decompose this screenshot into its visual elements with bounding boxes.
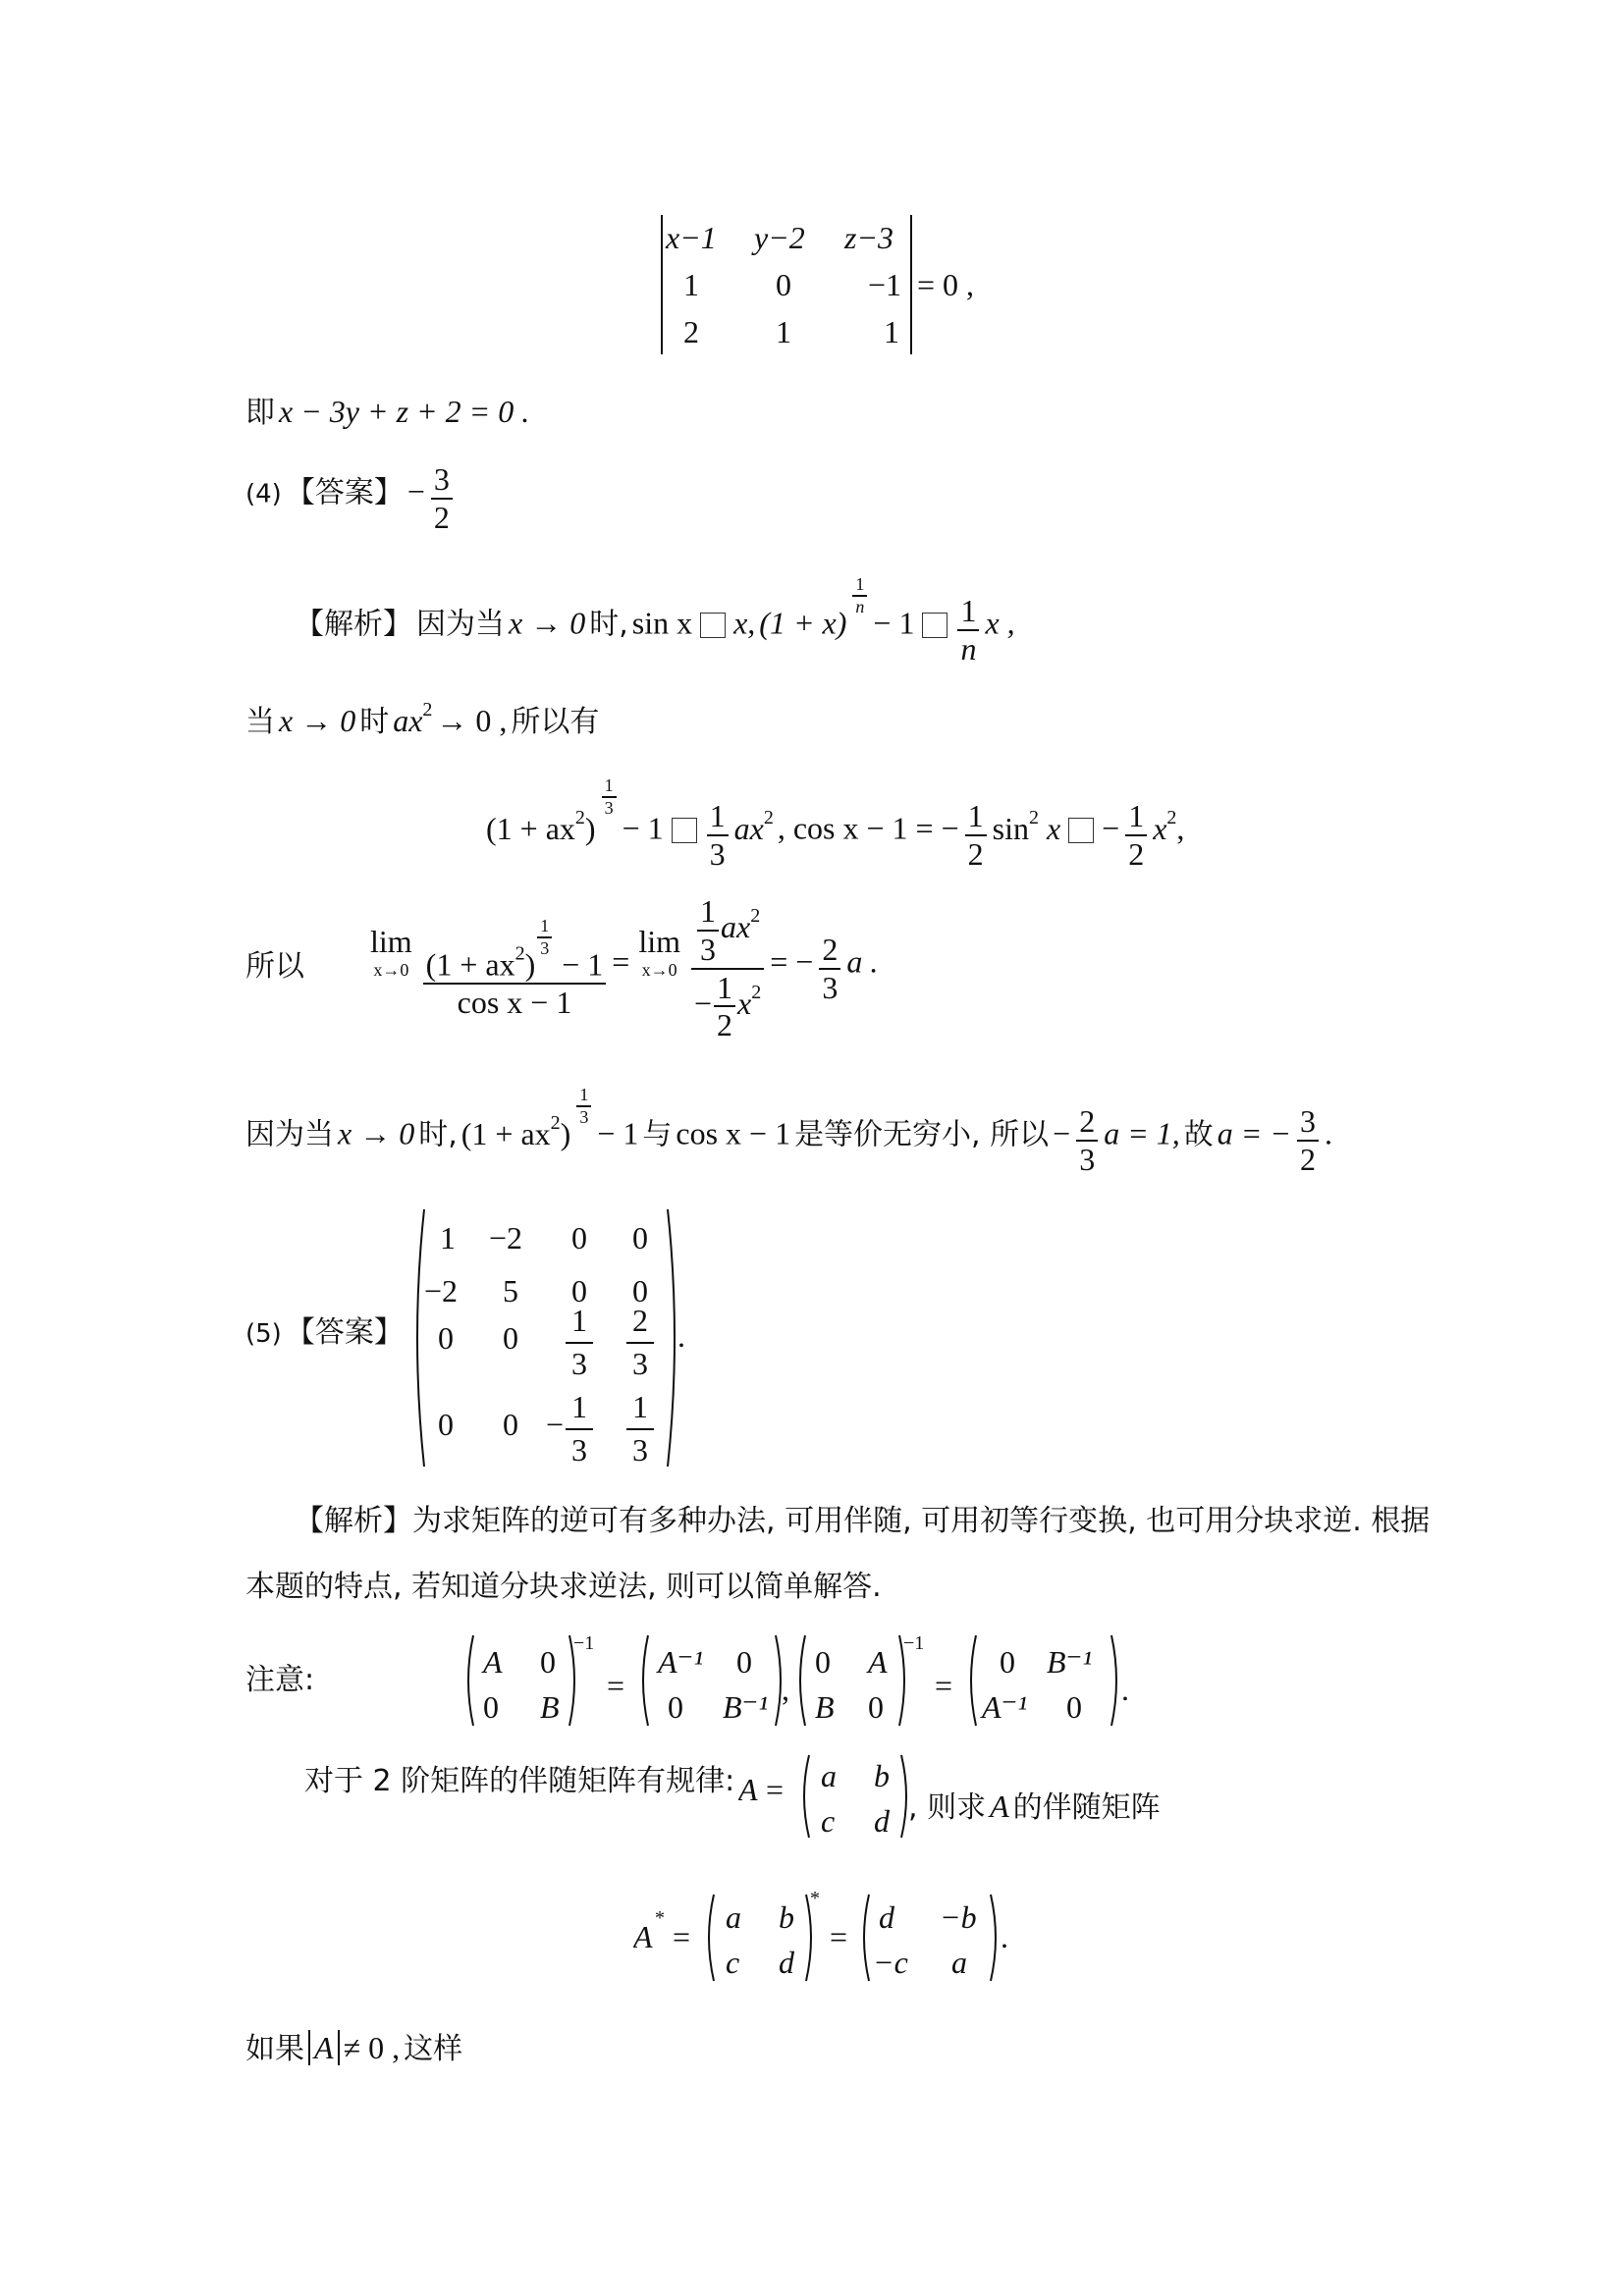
det-r3c1: 2 <box>683 314 699 349</box>
det-r2c2: 0 <box>776 267 791 302</box>
svg-text:0: 0 <box>868 1689 884 1725</box>
line-dang <box>245 700 599 737</box>
yin-frac: $\frac{2}{3}$ <box>1076 1103 1098 1178</box>
svg-text:0: 0 <box>668 1689 683 1725</box>
svg-text:*: * <box>810 1888 820 1909</box>
analysis-5-line2: 本题的特点, 若知道分块求逆法, 则可以简单解答. <box>245 1570 882 1604</box>
svg-text:−1: −1 <box>573 1632 595 1654</box>
yin-t6: 与 <box>642 1117 673 1152</box>
det-r2c1: 1 <box>683 267 699 302</box>
yin-t9: − <box>1053 1115 1071 1151</box>
limit-equation <box>365 893 878 1043</box>
rule-text4: 的伴随矩阵 <box>1012 1790 1161 1825</box>
svg-text:b: b <box>874 1758 890 1793</box>
last-line <box>245 2032 462 2064</box>
analysis-4 <box>295 574 1015 667</box>
eq-exp: $\frac{1}{3}$ <box>602 775 617 818</box>
det-r1c3: z−3 <box>844 220 894 255</box>
yin-t11: 故 <box>1183 1117 1214 1152</box>
analysis-5-text1: 为求矩阵的逆可有多种办法, 可用伴随, 可用初等行变换, 也可用分块求逆. 根据 <box>412 1504 1431 1538</box>
analysis-4-label: 【解析】 <box>295 607 412 642</box>
dang-a: x → 0 <box>279 703 356 738</box>
analysis-4-sin: sin x <box>631 605 693 641</box>
adjugate-formula <box>633 1887 1026 1995</box>
answer-4-fraction: $\frac{3}{2}$ <box>431 461 453 536</box>
analysis-5-line1 <box>295 1504 1431 1538</box>
m5-r1c1: 1 <box>440 1220 456 1255</box>
svg-text:b: b <box>779 1899 794 1935</box>
lim-2: lim x→0 <box>638 924 680 981</box>
lim-eq2: = − <box>770 943 814 980</box>
lim-fraction-2: $\frac{1}{3}$ $ax^2$ − $\frac{1}{2}$ $x^2$ <box>691 893 764 1043</box>
equivalence-equation <box>486 775 1184 873</box>
last-t3: ≠ 0 , <box>343 2030 401 2065</box>
lim-label: 所以 <box>245 949 304 984</box>
eq-f2: $\frac{1}{2}$ <box>965 798 987 873</box>
determinant <box>648 211 982 358</box>
line-yin <box>245 1085 1332 1178</box>
analysis-4-x: x, <box>733 605 756 641</box>
eq-p1: $(1 + ax^2)$ <box>486 806 596 846</box>
dang-pre: 当 <box>245 705 275 739</box>
eq-f3: $\frac{1}{2}$ <box>1125 798 1147 873</box>
analysis-4-text1: 因为当 <box>416 607 505 642</box>
yin-frac2: $\frac{3}{2}$ <box>1297 1103 1319 1178</box>
svg-text:a: a <box>951 1945 967 1980</box>
svg-text:A: A <box>483 1644 503 1680</box>
yin-t7: cos x − 1 <box>676 1115 791 1151</box>
m5-r4c1: 0 <box>438 1407 454 1442</box>
answer-5-label: 【答案】 <box>285 1315 404 1350</box>
eq-p3: $ax^2$ <box>733 806 774 846</box>
lim-result: $\frac{2}{3}$ <box>819 932 840 1006</box>
zhuyi-label: 注意: <box>245 1663 315 1697</box>
equation-line-ji <box>245 396 529 428</box>
m5-r4c3-num: 1 <box>571 1389 587 1424</box>
svg-text:=: = <box>673 1919 691 1954</box>
svg-text:A⁻¹: A⁻¹ <box>658 1644 704 1680</box>
svg-text:A: A <box>868 1644 888 1680</box>
m5-r4c3-den: 3 <box>571 1432 587 1468</box>
answer-4 <box>245 461 455 536</box>
eq-p8: $x^2$, <box>1153 806 1185 846</box>
rule-text2: , 则求 <box>908 1790 987 1825</box>
dang-b: 时 <box>359 705 390 739</box>
eq-f1: $\frac{1}{3}$ <box>707 798 729 873</box>
yin-exp: $\frac{1}{3}$ <box>576 1085 591 1127</box>
analysis-4-minus1: − 1 <box>873 605 915 641</box>
m5-r4c2: 0 <box>503 1407 518 1442</box>
svg-text:A: A <box>633 1919 653 1954</box>
m5-r1c4: 0 <box>632 1220 648 1255</box>
rule-text3: A <box>990 1789 1009 1824</box>
equivalent-symbol-box <box>1068 818 1094 843</box>
ji-prefix: 即 <box>245 396 275 430</box>
yin-t10: a = 1, <box>1104 1115 1180 1151</box>
yin-t13: . <box>1324 1115 1332 1151</box>
svg-text:d: d <box>779 1945 794 1980</box>
eq-p4: , cos x − 1 = − <box>777 810 959 846</box>
svg-text:B⁻¹: B⁻¹ <box>723 1689 769 1725</box>
lim-1: lim x→0 <box>370 924 412 981</box>
m5-r1c3: 0 <box>571 1220 587 1255</box>
m5-r3c3-den: 3 <box>571 1346 587 1381</box>
answer-4-num: (4) <box>245 479 282 509</box>
analysis-5-label: 【解析】 <box>295 1504 412 1538</box>
rule-text1: 对于 2 阶矩阵的伴随矩阵有规律: <box>304 1764 735 1798</box>
answer-4-sign: − <box>406 473 425 509</box>
analysis-4-text2: 时, <box>589 607 628 642</box>
analysis-4-paren: (1 + x) <box>759 605 847 641</box>
yin-t3: 时, <box>418 1117 458 1152</box>
m5-r3c2: 0 <box>503 1320 518 1356</box>
svg-text:−c: −c <box>873 1945 908 1980</box>
answer-5-num: (5) <box>245 1319 282 1349</box>
m5-r2c3: 0 <box>571 1273 587 1308</box>
dang-c: $ax^2$ <box>393 699 433 738</box>
svg-text:=: = <box>935 1668 953 1703</box>
svg-text:=: = <box>607 1668 625 1703</box>
answer-5 <box>245 1315 404 1350</box>
m5-r2c4: 0 <box>632 1273 648 1308</box>
svg-text:0: 0 <box>483 1689 499 1725</box>
analysis-4-tail: x , <box>985 605 1015 641</box>
yin-t4: $(1 + ax^2)$ <box>460 1111 571 1151</box>
det-r3c2: 1 <box>776 314 791 349</box>
lim-a: a . <box>846 943 879 980</box>
analysis-4-limit: x → 0 <box>509 605 586 641</box>
svg-text:B: B <box>815 1689 835 1725</box>
rule-tail <box>908 1790 1161 1823</box>
det-r1c2: y−2 <box>754 220 805 255</box>
m5-r3c3-num: 1 <box>571 1303 587 1338</box>
svg-text:−1: −1 <box>903 1632 925 1654</box>
answer-5-tail: . <box>677 1318 685 1354</box>
svg-text:B: B <box>540 1689 560 1725</box>
svg-text:a: a <box>821 1758 837 1793</box>
lim-fraction-1: $(1 + ax^2)$ $\frac{1}{3}$ − 1 cos x − 1 <box>423 916 607 1021</box>
equivalent-symbol-box <box>922 613 947 638</box>
last-t1: 如果 <box>245 2032 304 2066</box>
equivalent-symbol-box <box>672 818 697 843</box>
svg-text:,: , <box>782 1672 789 1707</box>
svg-text:d: d <box>874 1803 890 1839</box>
svg-text:0: 0 <box>736 1644 752 1680</box>
svg-text:c: c <box>821 1803 836 1839</box>
svg-text:B⁻¹: B⁻¹ <box>1047 1644 1093 1680</box>
m5-r4c4-num: 1 <box>632 1389 648 1424</box>
m5-r1c2: −2 <box>489 1220 523 1255</box>
svg-text:0: 0 <box>1066 1689 1082 1725</box>
m5-r3c1: 0 <box>438 1320 454 1356</box>
last-t2: A <box>308 2030 340 2065</box>
svg-text:A⁻¹: A⁻¹ <box>982 1689 1028 1725</box>
svg-text:d: d <box>879 1899 894 1935</box>
svg-text:*: * <box>655 1907 665 1929</box>
svg-text:.: . <box>1001 1919 1008 1954</box>
svg-text:0: 0 <box>1000 1644 1015 1680</box>
eq-p2: − 1 <box>622 810 664 846</box>
lim-eq: = <box>612 943 630 980</box>
m5-r2c1: −2 <box>424 1273 459 1308</box>
svg-text:a: a <box>726 1899 741 1935</box>
equivalent-symbol-box <box>700 613 726 638</box>
yin-t12: a = − <box>1217 1115 1291 1151</box>
answer-4-label: 【答案】 <box>285 475 404 510</box>
det-tail: = 0 , <box>917 267 975 302</box>
dang-d: → 0 , <box>436 703 508 738</box>
m5-r3c4-num: 2 <box>632 1303 648 1338</box>
analysis-4-exp: $\frac{1}{n}$ <box>852 574 867 616</box>
det-r2c3: −1 <box>868 267 902 302</box>
adjugate-rule <box>304 1764 735 1798</box>
yin-t2: x → 0 <box>338 1115 415 1151</box>
m5-r4c3-sign: − <box>546 1407 565 1442</box>
svg-text:0: 0 <box>815 1644 831 1680</box>
m5-r2c2: 5 <box>503 1273 518 1308</box>
svg-text:−b: −b <box>940 1899 977 1935</box>
block-inverse-formulas <box>461 1628 1168 1735</box>
eq-p5: $\sin^2 x$ <box>992 806 1061 846</box>
m5-r3c4-den: 3 <box>632 1346 648 1381</box>
last-t4: 这样 <box>404 2032 463 2066</box>
yin-t5: − 1 <box>597 1115 639 1151</box>
svg-text:0: 0 <box>540 1644 556 1680</box>
det-r1c1: x−1 <box>666 220 717 255</box>
dang-e: 所以有 <box>511 705 600 739</box>
svg-text:c: c <box>726 1945 740 1980</box>
svg-text:A: A <box>738 1772 758 1807</box>
svg-text:.: . <box>1121 1672 1129 1707</box>
yin-t8: 是等价无穷小, 所以 <box>794 1117 1050 1152</box>
det-r3c3: 1 <box>884 314 899 349</box>
analysis-4-frac: $\frac{1}{n}$ <box>957 593 979 667</box>
m5-r4c4-den: 3 <box>632 1432 648 1468</box>
eq-p7: − <box>1102 810 1120 846</box>
yin-t1: 因为当 <box>245 1117 334 1152</box>
ji-expr: x − 3y + z + 2 = 0 . <box>279 394 530 429</box>
svg-text:=: = <box>766 1772 785 1807</box>
svg-text:=: = <box>830 1919 848 1954</box>
answer-5-matrix <box>408 1205 693 1470</box>
